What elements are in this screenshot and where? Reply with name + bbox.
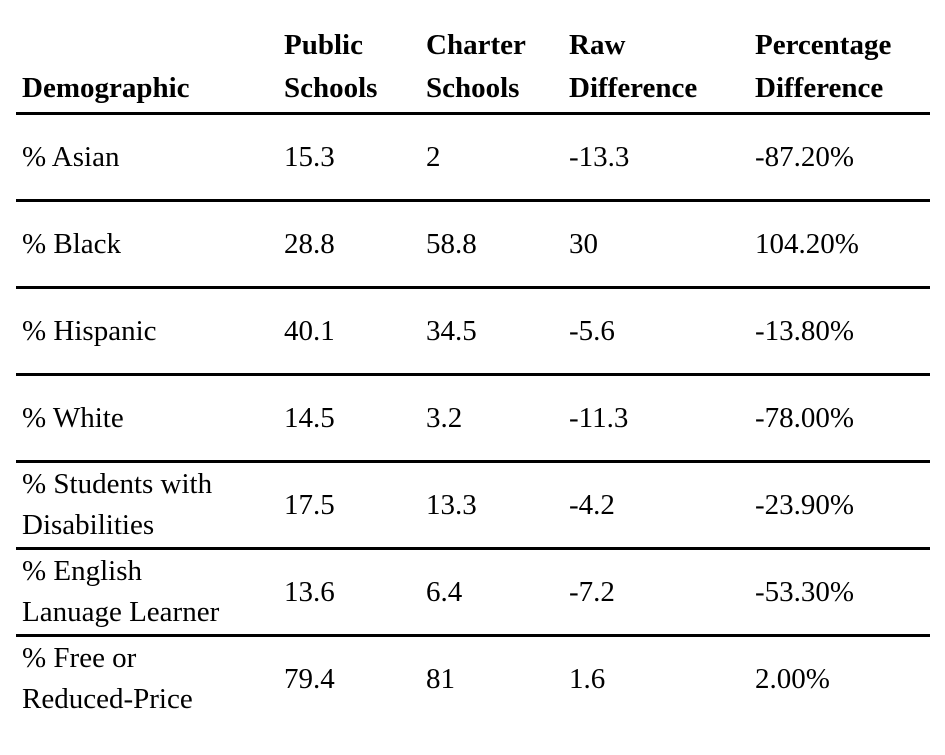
demographic-label	[22, 551, 219, 633]
header-charter-schools	[426, 24, 526, 110]
header-raw-difference	[569, 24, 697, 110]
header-pct-line-1: Percentage	[755, 29, 892, 61]
cell-demographic	[22, 637, 262, 721]
cell-charter: 2	[426, 140, 441, 173]
demographic-label-line-1: % Students with	[22, 468, 213, 500]
table-row-asian	[16, 115, 930, 202]
cell-charter: 6.4	[426, 575, 463, 608]
cell-public: 17.5	[284, 488, 335, 521]
cell-charter: 13.3	[426, 488, 477, 521]
header-demographic	[22, 67, 190, 110]
cell-public: 13.6	[284, 575, 335, 608]
header-raw-line-1: Raw	[569, 29, 626, 61]
demographic-label-line-2: Disabilities	[22, 509, 155, 541]
cell-public: 15.3	[284, 140, 335, 173]
cell-demographic	[22, 115, 119, 199]
header-percentage-difference	[755, 24, 891, 110]
cell-raw-difference: -4.2	[569, 488, 615, 521]
header-public-line-1: Public	[284, 29, 363, 61]
table-row-disabilities	[16, 463, 930, 550]
demographic-label: % Asian	[22, 140, 120, 173]
cell-percentage-difference: -87.20%	[755, 140, 855, 173]
cell-charter: 81	[426, 662, 455, 695]
demographic-label-line-2: Lanuage Learner	[22, 596, 220, 628]
cell-raw-difference: -5.6	[569, 314, 615, 347]
demographic-label-line-2: Reduced-Price	[22, 683, 193, 715]
cell-charter: 34.5	[426, 314, 477, 347]
cell-public: 14.5	[284, 401, 335, 434]
table-row-white	[16, 376, 930, 463]
cell-public: 40.1	[284, 314, 335, 347]
demographic-label: % White	[22, 401, 124, 434]
header-raw-line-2: Difference	[569, 72, 698, 104]
header-charter-line-1: Charter	[426, 29, 526, 61]
cell-demographic	[22, 202, 121, 286]
demographic-label: % Hispanic	[22, 314, 157, 347]
cell-percentage-difference: 104.20%	[755, 227, 859, 260]
demographic-label: % Black	[22, 227, 122, 260]
table-row-black	[16, 202, 930, 289]
cell-demographic	[22, 289, 157, 373]
cell-public: 28.8	[284, 227, 335, 260]
demographic-label	[22, 638, 193, 720]
cell-percentage-difference: -13.80%	[755, 314, 855, 347]
cell-charter: 58.8	[426, 227, 477, 260]
cell-raw-difference: 30	[569, 227, 598, 260]
table-header-row	[16, 28, 930, 115]
cell-percentage-difference: -23.90%	[755, 488, 855, 521]
cell-public: 79.4	[284, 662, 335, 695]
header-charter-line-2: Schools	[426, 72, 520, 104]
table-row-hispanic	[16, 289, 930, 376]
cell-percentage-difference: -78.00%	[755, 401, 855, 434]
header-demographic-line-2: Demographic	[22, 72, 190, 104]
cell-raw-difference: -11.3	[569, 401, 629, 434]
demographics-table	[16, 28, 930, 721]
table-row-free-reduced-price	[16, 637, 930, 721]
demographic-label-line-1: % Free or	[22, 642, 137, 674]
header-public-schools	[284, 24, 377, 110]
header-public-line-2: Schools	[284, 72, 378, 104]
table-row-english-learner	[16, 550, 930, 637]
cell-percentage-difference: -53.30%	[755, 575, 855, 608]
cell-demographic	[22, 463, 262, 547]
cell-percentage-difference: 2.00%	[755, 662, 830, 695]
header-pct-line-2: Difference	[755, 72, 884, 104]
demographic-label-line-1: % English	[22, 555, 143, 587]
cell-raw-difference: -7.2	[569, 575, 615, 608]
cell-raw-difference: -13.3	[569, 140, 630, 173]
demographic-label	[22, 464, 212, 546]
cell-raw-difference: 1.6	[569, 662, 606, 695]
cell-demographic	[22, 376, 124, 460]
cell-demographic	[22, 550, 262, 634]
cell-charter: 3.2	[426, 401, 463, 434]
